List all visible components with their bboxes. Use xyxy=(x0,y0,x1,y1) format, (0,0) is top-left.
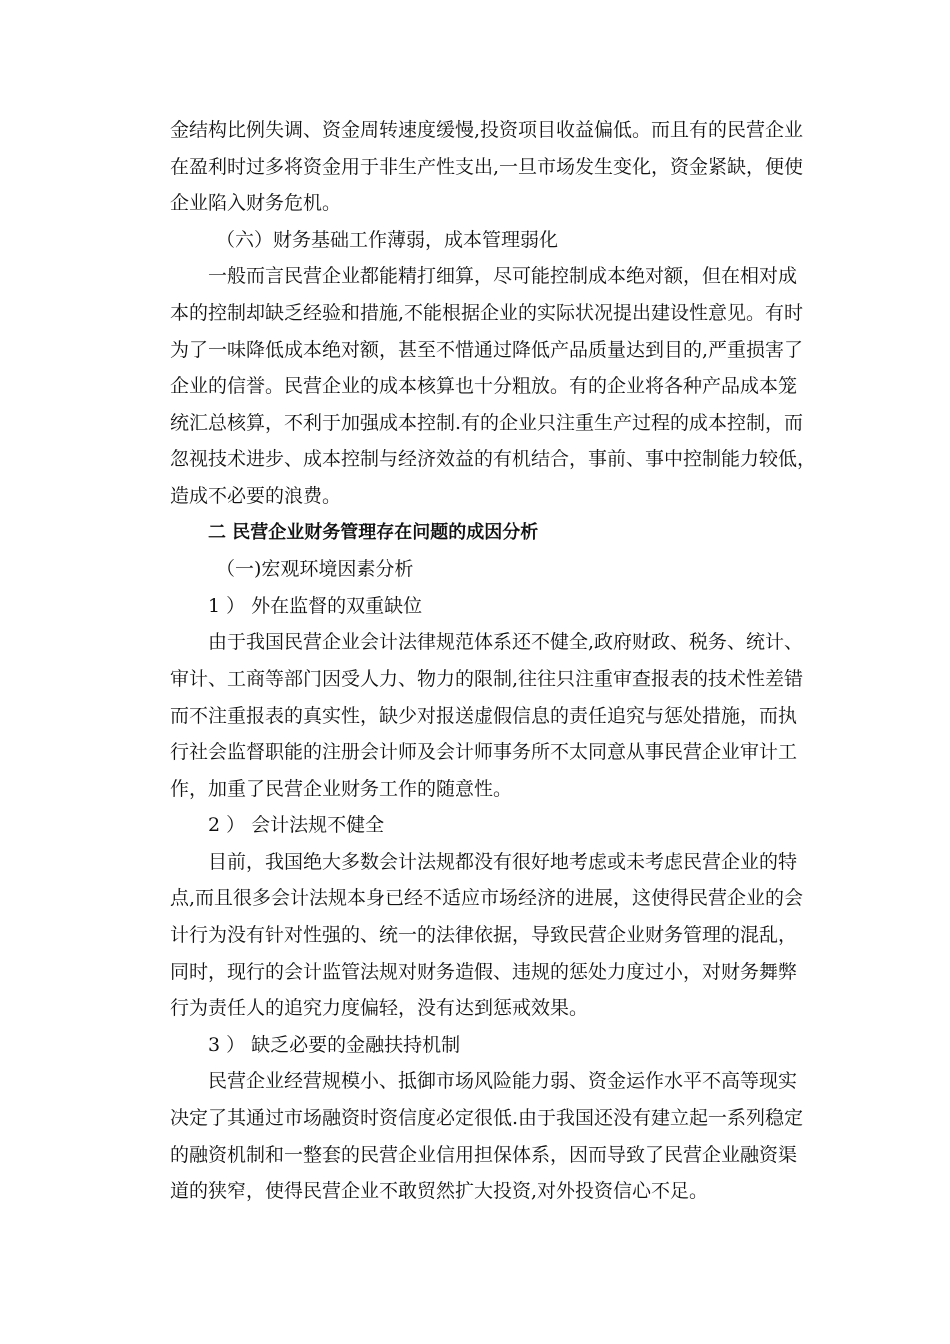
text-line: 由于我国民营企业会计法律规范体系还不健全,政府财政、税务、统计、 xyxy=(208,631,804,654)
subsection-heading: 3 ） 缺乏必要的金融扶持机制 xyxy=(208,1033,461,1056)
text-line: 而不注重报表的真实性，缺少对报送虚假信息的责任追究与惩处措施，而执 xyxy=(170,704,798,727)
section-heading: （一)宏观环境因素分析 xyxy=(216,558,414,581)
text-line: 一般而言民营企业都能精打细算，尽可能控制成本绝对额，但在相对成 xyxy=(208,265,798,288)
subsection-heading: 1 ） 外在监督的双重缺位 xyxy=(208,594,423,617)
text-line: 作，加重了民营企业财务工作的随意性。 xyxy=(170,777,513,800)
text-line: 在盈利时过多将资金用于非生产性支出,一旦市场发生变化，资金紧缺，便使 xyxy=(170,155,804,178)
text-line: 企业陷入财务危机。 xyxy=(170,192,342,215)
text-line: 道的狭窄，使得民营企业不敢贸然扩大投资,对外投资信心不足。 xyxy=(170,1180,709,1203)
text-line: 点,而且很多会计法规本身已经不适应市场经济的进展，这使得民营企业的会 xyxy=(170,887,804,910)
text-line: 目前，我国绝大多数会计法规都没有很好地考虑或未考虑民营企业的特 xyxy=(208,850,798,873)
subsection-heading: 2 ） 会计法规不健全 xyxy=(208,814,385,837)
text-line: 计行为没有针对性强的、统一的法律依据，导致民营企业财务管理的混乱， xyxy=(170,924,798,947)
text-line: 的融资机制和一整套的民营企业信用担保体系，因而导致了民营企业融资渠 xyxy=(170,1143,798,1166)
text-line: 审计、工商等部门因受人力、物力的限制,往往只注重审查报表的技术性差错 xyxy=(170,667,804,690)
text-line: 统汇总核算，不利于加强成本控制.有的企业只注重生产过程的成本控制，而 xyxy=(170,411,804,434)
text-line: 企业的信誉。民营企业的成本核算也十分粗放。有的企业将各种产品成本笼 xyxy=(170,375,798,398)
text-line: 造成不必要的浪费。 xyxy=(170,484,342,507)
text-line: 忽视技术进步、成本控制与经济效益的有机结合，事前、事中控制能力较低， xyxy=(170,448,817,471)
text-line: 金结构比例失调、资金周转速度缓慢,投资项目收益偏低。而且有的民营企业 xyxy=(170,119,804,141)
section-heading: （六）财务基础工作薄弱，成本管理弱化 xyxy=(216,228,559,251)
text-line: 民营企业经营规模小、抵御市场风险能力弱、资金运作水平不高等现实 xyxy=(208,1070,798,1093)
text-line: 决定了其通过市场融资时资信度必定很低.由于我国还没有建立起一系列稳定 xyxy=(170,1107,804,1130)
text-line: 行为责任人的追究力度偏轻，没有达到惩戒效果。 xyxy=(170,997,589,1020)
chapter-heading: 二 民营企业财务管理存在问题的成因分析 xyxy=(208,521,539,543)
text-line: 本的控制却缺乏经验和措施,不能根据企业的实际状况提出建设性意见。有时 xyxy=(170,301,804,324)
text-line: 行社会监督职能的注册会计师及会计师事务所不太同意从事民营企业审计工 xyxy=(170,741,798,764)
text-line: 为了一味降低成本绝对额，甚至不惜通过降低产品质量达到目的,严重损害了 xyxy=(170,338,804,361)
text-line: 同时，现行的会计监管法规对财务造假、违规的惩处力度过小，对财务舞弊 xyxy=(170,960,798,983)
document-body xyxy=(170,112,817,1210)
